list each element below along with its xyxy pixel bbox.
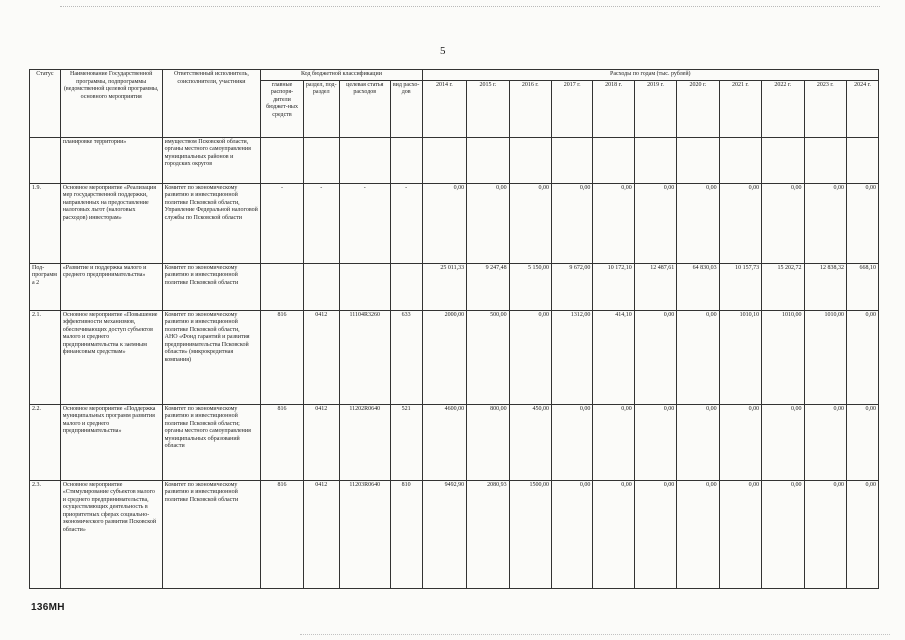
code-section-cell: - [303,183,339,263]
row-status-cell: 2.3. [30,480,61,588]
year-value-cell: 450,00 [509,404,551,480]
year-header: 2018 г. [593,80,634,137]
year-header: 2021 г. [719,80,761,137]
year-value-cell: 0,00 [846,183,878,263]
year-header: 2014 г. [422,80,467,137]
year-value-cell: 1010,10 [719,310,761,404]
col-name-header: Наименование Государственной программы, подпрограммы (ведомственной целевой программы, основного мероприятия [60,70,162,138]
year-value-cell [846,137,878,183]
code-main-manager-cell: 816 [261,480,303,588]
code-section-cell [303,137,339,183]
year-value-cell: 0,00 [552,480,593,588]
year-value-cell: 1312,00 [552,310,593,404]
scan-edge-bottom [300,634,890,635]
code-main-manager-cell [261,263,303,310]
row-name-cell: «Развитие и поддержка малого и среднего предпринимательства» [60,263,162,310]
col-main-manager-header: главные распоря-дители бюджет-ных средств [261,80,303,137]
year-value-cell: 800,00 [467,404,509,480]
year-header: 2024 г. [846,80,878,137]
year-value-cell: 1010,00 [804,310,846,404]
row-status-cell: 2.2. [30,404,61,480]
row-name-cell: Основное мероприятие «Реализация мер государственной поддержки, направленных на предоставление налоговых льгот (налоговых расходов) инвесторам» [60,183,162,263]
year-value-cell: 0,00 [509,310,551,404]
year-value-cell [634,137,676,183]
year-value-cell: 9 672,00 [552,263,593,310]
row-name-cell: Основное мероприятие «Стимулирование субъектов малого и среднего предпринимательства, осуществляющих деятельность в приоритетных сферах социально-экономического развития Псковской области» [60,480,162,588]
year-value-cell: 0,00 [634,183,676,263]
year-header: 2017 г. [552,80,593,137]
year-value-cell: 2000,00 [422,310,467,404]
year-value-cell: 0,00 [634,480,676,588]
col-responsible-header: Ответственный исполнитель, соисполнители, участники [162,70,261,138]
col-section-header: раздел, под-раздел [303,80,339,137]
code-main-manager-cell [261,137,303,183]
row-status-cell: Под-программа 2 [30,263,61,310]
row-status-cell [30,137,61,183]
year-value-cell: 10 172,10 [593,263,634,310]
year-value-cell [593,137,634,183]
code-main-manager-cell: - [261,183,303,263]
row-responsible-cell: Комитет по экономическому развитию и инвестиционной политике Псковской области; органы местного самоуправления муниципальных образований области [162,404,261,480]
year-value-cell: 9492,90 [422,480,467,588]
year-value-cell: 9 247,48 [467,263,509,310]
year-value-cell: 0,00 [804,404,846,480]
page-number: 5 [440,45,446,57]
year-value-cell: 64 830,03 [677,263,719,310]
year-value-cell: 500,00 [467,310,509,404]
year-value-cell: 0,00 [677,183,719,263]
row-name-cell: Основное мероприятие «Поддержка муниципальных программ развития малого и среднего предпринимательства» [60,404,162,480]
year-value-cell: 0,00 [719,404,761,480]
year-value-cell [804,137,846,183]
year-value-cell: 0,00 [634,404,676,480]
year-value-cell: 0,00 [719,183,761,263]
year-header: 2020 г. [677,80,719,137]
year-value-cell: 0,00 [593,480,634,588]
document-stamp: 136МН [31,602,65,613]
year-header: 2019 г. [634,80,676,137]
row-responsible-cell: Комитет по экономическому развитию и инвестиционной политике Псковской области, Управление Федеральной налоговой службы по Псковской области [162,183,261,263]
year-value-cell: 0,00 [677,480,719,588]
year-value-cell: 1010,00 [762,310,804,404]
col-expense-type-header: вид расхо-дов [390,80,422,137]
year-value-cell: 0,00 [593,183,634,263]
year-value-cell: 0,00 [846,480,878,588]
col-target-item-header: целевая статья расходов [339,80,390,137]
year-header: 2015 г. [467,80,509,137]
code-expense-type-cell: 521 [390,404,422,480]
year-header: 2022 г. [762,80,804,137]
year-value-cell: 0,00 [593,404,634,480]
year-value-cell [762,137,804,183]
scan-edge-top [60,6,880,7]
table-row [30,310,879,404]
row-status-cell: 1.9. [30,183,61,263]
code-target-item-cell: 11203R0640 [339,480,390,588]
year-value-cell: 0,00 [804,480,846,588]
code-main-manager-cell: 816 [261,404,303,480]
row-responsible-cell: Комитет по экономическому развитию и инвестиционной политике Псковской области [162,263,261,310]
year-value-cell: 0,00 [762,183,804,263]
year-value-cell: 5 150,00 [509,263,551,310]
code-expense-type-cell: 810 [390,480,422,588]
year-value-cell: 0,00 [762,480,804,588]
code-expense-type-cell [390,137,422,183]
code-section-cell [303,263,339,310]
year-value-cell [422,137,467,183]
table-row [30,480,879,588]
year-value-cell: 0,00 [552,183,593,263]
year-value-cell: 12 487,61 [634,263,676,310]
year-value-cell: 10 157,73 [719,263,761,310]
year-value-cell [552,137,593,183]
year-value-cell: 0,00 [719,480,761,588]
code-target-item-cell [339,263,390,310]
table-row [30,183,879,263]
code-section-cell: 0412 [303,404,339,480]
year-value-cell: 414,10 [593,310,634,404]
row-responsible-cell: имуществом Псковской области, органы местного самоуправления муниципальных районов и городских округов [162,137,261,183]
code-target-item-cell: 11202R0640 [339,404,390,480]
row-responsible-cell: Комитет по экономическому развитию и инвестиционной политике Псковской области, АНО «Фонд гарантий и развития предпринимательства Псковской области» (микрокредитная компания) [162,310,261,404]
budget-table [29,69,879,589]
code-target-item-cell [339,137,390,183]
year-header: 2016 г. [509,80,551,137]
code-section-cell: 0412 [303,310,339,404]
code-section-cell: 0412 [303,480,339,588]
table-row [30,404,879,480]
year-value-cell: 2080,93 [467,480,509,588]
table-row [30,137,879,183]
year-value-cell [467,137,509,183]
col-status-header: Статус [30,70,61,138]
year-value-cell: 0,00 [509,183,551,263]
year-value-cell: 0,00 [762,404,804,480]
year-value-cell: 0,00 [804,183,846,263]
year-value-cell: 12 838,32 [804,263,846,310]
row-responsible-cell: Комитет по экономическому развитию и инвестиционной политике Псковской области [162,480,261,588]
table-body [30,137,879,588]
year-value-cell: 0,00 [846,310,878,404]
year-header: 2023 г. [804,80,846,137]
code-target-item-cell: 11104R3260 [339,310,390,404]
row-name-cell: Основное мероприятие «Повышение эффективности механизмов, обеспечивающих доступ субъектов малого и среднего предпринимательства к заемным финансовым средствам» [60,310,162,404]
row-name-cell: планировке территории» [60,137,162,183]
code-expense-type-cell [390,263,422,310]
year-value-cell: 0,00 [634,310,676,404]
year-value-cell: 0,00 [467,183,509,263]
code-expense-type-cell: - [390,183,422,263]
year-value-cell: 15 202,72 [762,263,804,310]
expenses-group-header: Расходы по годам (тыс. рублей) [422,70,878,81]
year-value-cell [509,137,551,183]
year-value-cell: 0,00 [677,404,719,480]
budget-code-group-header: Код бюджетной классификации [261,70,422,81]
year-value-cell: 668,10 [846,263,878,310]
year-value-cell: 0,00 [552,404,593,480]
year-value-cell [719,137,761,183]
year-value-cell: 0,00 [677,310,719,404]
year-value-cell: 0,00 [422,183,467,263]
year-value-cell [677,137,719,183]
year-value-cell: 4600,00 [422,404,467,480]
code-target-item-cell: - [339,183,390,263]
year-value-cell: 0,00 [846,404,878,480]
year-value-cell: 1500,00 [509,480,551,588]
year-value-cell: 25 011,33 [422,263,467,310]
code-expense-type-cell: 633 [390,310,422,404]
row-status-cell: 2.1. [30,310,61,404]
code-main-manager-cell: 816 [261,310,303,404]
table-row [30,263,879,310]
